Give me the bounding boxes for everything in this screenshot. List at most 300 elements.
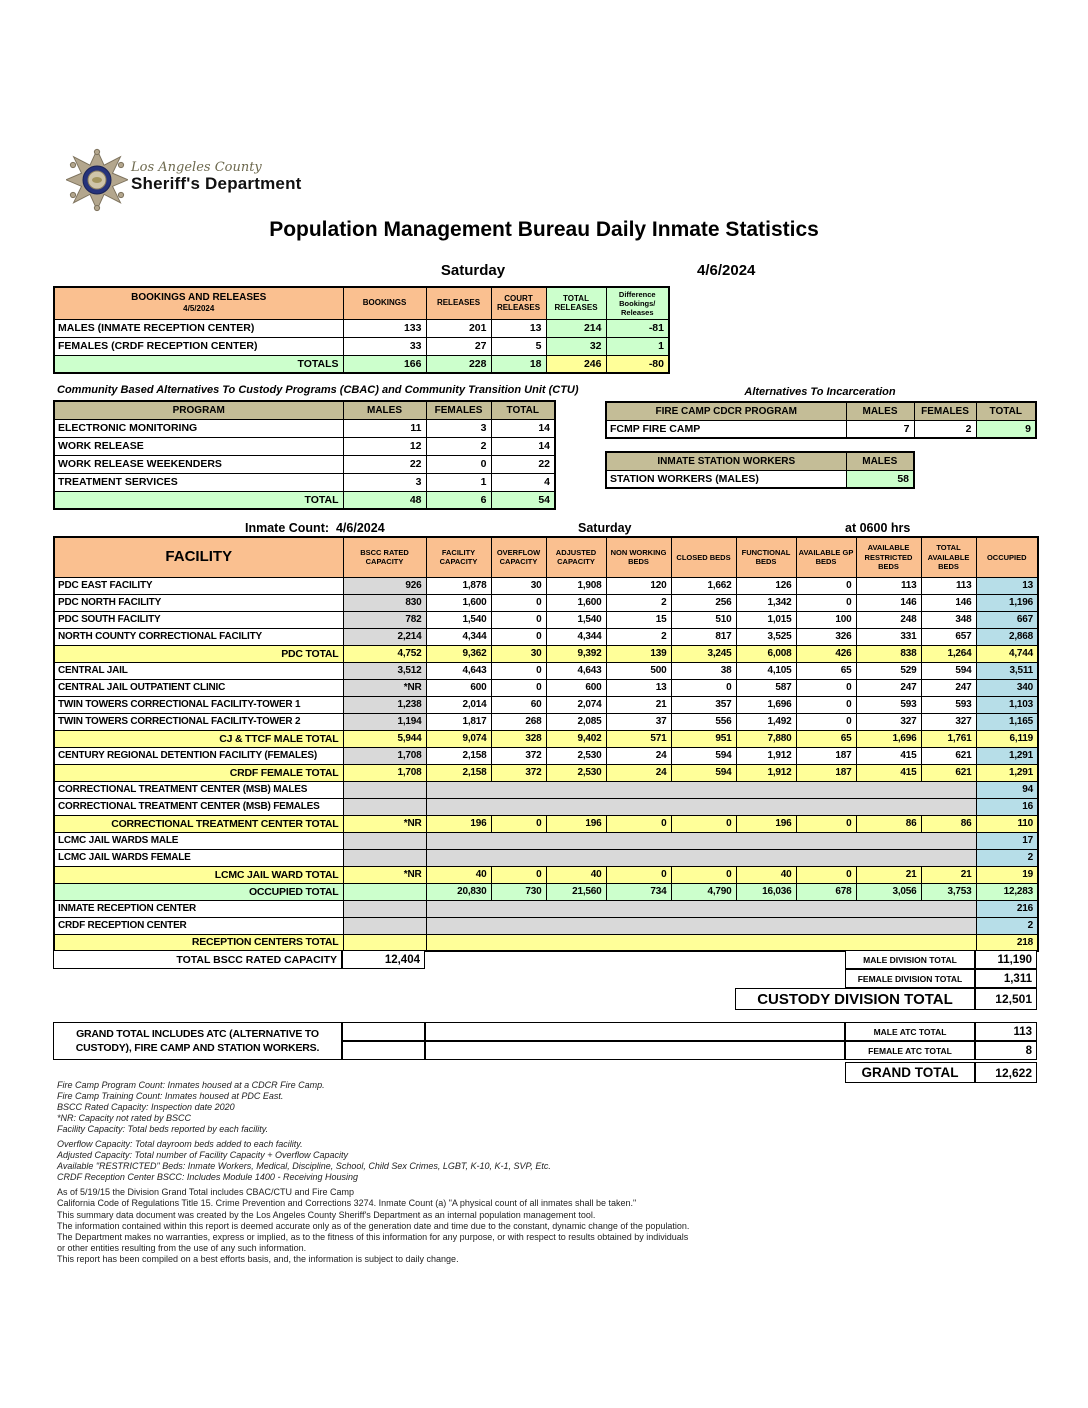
cell-value: 2,158 xyxy=(426,764,491,781)
col-males: MALES xyxy=(846,402,914,420)
cell-value: 14 xyxy=(491,419,555,437)
facility-row xyxy=(54,764,1038,781)
row-label: WORK RELEASE xyxy=(54,437,343,455)
cell-value: 1,600 xyxy=(546,594,606,611)
cell-value: 126 xyxy=(736,577,796,594)
row-label: MALES (INMATE RECEPTION CENTER) xyxy=(54,319,343,337)
cell-value: 0 xyxy=(796,594,856,611)
facility-row xyxy=(54,577,1038,594)
row-label: TREATMENT SERVICES xyxy=(54,473,343,491)
custody-division-total-value: 12,501 xyxy=(975,988,1037,1010)
facility-body xyxy=(54,577,1038,951)
cbac-row xyxy=(54,437,555,455)
cell-value: 4,643 xyxy=(546,662,606,679)
cbac-table xyxy=(53,400,556,510)
cell-value: 2 xyxy=(914,420,976,438)
male-atc-total-label: MALE ATC TOTAL xyxy=(845,1022,975,1041)
cell-value: 510 xyxy=(671,611,736,628)
cell-value: 100 xyxy=(796,611,856,628)
facility-row xyxy=(54,713,1038,730)
bookings-totals-row xyxy=(54,355,669,373)
cell-value: 593 xyxy=(856,696,921,713)
total-bscc-row xyxy=(53,950,1037,969)
cell-value: 0 xyxy=(491,662,546,679)
cell-value: 4,344 xyxy=(426,628,491,645)
facility-row xyxy=(54,662,1038,679)
cell-bscc xyxy=(343,917,426,934)
col-non-working-beds: NON WORKING BEDS xyxy=(606,537,671,577)
cell-value: 0 xyxy=(796,696,856,713)
station-workers-row xyxy=(606,470,914,488)
cell-value: 13 xyxy=(606,679,671,696)
cell-merged-span xyxy=(426,917,976,934)
facility-header-row xyxy=(54,537,1038,577)
cell-value: 0 xyxy=(491,594,546,611)
cell-value: 0 xyxy=(491,611,546,628)
row-label: LCMC JAIL WARDS MALE xyxy=(54,832,343,849)
cell-value: 0 xyxy=(796,815,856,832)
cell-value: 782 xyxy=(343,611,426,628)
inmate-count-time: at 0600 hrs xyxy=(845,521,911,535)
col-releases: RELEASES xyxy=(426,287,491,319)
cell-value: 0 xyxy=(796,679,856,696)
cell-value: 426 xyxy=(796,645,856,662)
cbac-row xyxy=(54,419,555,437)
cell-value: 1,264 xyxy=(921,645,976,662)
col-total-releases: TOTAL RELEASES xyxy=(546,287,606,319)
cell-value: 951 xyxy=(671,730,736,747)
cell-value: 328 xyxy=(491,730,546,747)
row-label: NORTH COUNTY CORRECTIONAL FACILITY xyxy=(54,628,343,645)
col-program: PROGRAM xyxy=(54,401,343,419)
cell-value: 1,165 xyxy=(976,713,1038,730)
cell-bscc xyxy=(343,798,426,815)
cell-value: 0 xyxy=(491,866,546,883)
cell-value: 40 xyxy=(546,866,606,883)
cbac-header-row xyxy=(54,401,555,419)
cell-value: 9,362 xyxy=(426,645,491,662)
col-total-available-beds: TOTAL AVAILABLE BEDS xyxy=(921,537,976,577)
row-label: RECEPTION CENTERS TOTAL xyxy=(54,934,343,951)
cell-value: 18 xyxy=(491,355,546,373)
cell-value: 3,512 xyxy=(343,662,426,679)
col-bookings: BOOKINGS xyxy=(343,287,426,319)
cell-value: 1,912 xyxy=(736,764,796,781)
bookings-header-title xyxy=(54,287,343,319)
female-atc-total-value: 8 xyxy=(975,1041,1037,1060)
row-label: CORRECTIONAL TREATMENT CENTER (MSB) FEMALES xyxy=(54,798,343,815)
cell-value: 817 xyxy=(671,628,736,645)
cell-value: 214 xyxy=(546,319,606,337)
cell-value: 1,492 xyxy=(736,713,796,730)
cell-value: 9 xyxy=(976,420,1036,438)
col-difference: Difference Bookings/ Releases xyxy=(606,287,669,319)
cell-value xyxy=(343,883,426,900)
bookings-date: 4/5/2024 xyxy=(183,304,215,314)
inmate-count-date: 4/6/2024 xyxy=(335,521,385,535)
bookings-body xyxy=(54,319,669,373)
cell-value: 1,291 xyxy=(976,747,1038,764)
cell-value: 86 xyxy=(921,815,976,832)
atc-gray-cell xyxy=(342,1022,425,1041)
cell-value: 166 xyxy=(343,355,426,373)
cell-value: 120 xyxy=(606,577,671,594)
cell-value: 348 xyxy=(921,611,976,628)
footnote: *NR: Capacity not rated by BSCC xyxy=(57,1113,192,1123)
cell-value: 1,540 xyxy=(546,611,606,628)
cell-value: 2,530 xyxy=(546,764,606,781)
disclaimer-line: This summary data document was created by the Los Angeles County Sheriff's Department as an internal population management tool. xyxy=(57,1210,596,1220)
cell-value: 196 xyxy=(426,815,491,832)
cell-value: 0 xyxy=(606,866,671,883)
cell-value: 38 xyxy=(671,662,736,679)
custody-division-row xyxy=(53,988,1037,1010)
cell-value: 32 xyxy=(546,337,606,355)
cell-merged-span xyxy=(426,900,976,917)
cell-value: 1,662 xyxy=(671,577,736,594)
grand-total-section xyxy=(53,1022,1037,1082)
cell-value: 5 xyxy=(491,337,546,355)
cell-value: 9,392 xyxy=(546,645,606,662)
atc-gray-span xyxy=(425,1022,845,1041)
alternatives-title: Alternatives To Incarceration xyxy=(744,386,896,398)
row-label: TWIN TOWERS CORRECTIONAL FACILITY-TOWER 1 xyxy=(54,696,343,713)
row-label: PDC NORTH FACILITY xyxy=(54,594,343,611)
facility-row xyxy=(54,679,1038,696)
facility-row xyxy=(54,815,1038,832)
cell-occupied: 2 xyxy=(976,849,1038,866)
row-label: FEMALES (CRDF RECEPTION CENTER) xyxy=(54,337,343,355)
facility-row xyxy=(54,934,1038,951)
cell-value: 6,008 xyxy=(736,645,796,662)
cell-value: 0 xyxy=(606,815,671,832)
col-available-gp-beds: AVAILABLE GP BEDS xyxy=(796,537,856,577)
footnote: Fire Camp Program Count: Inmates housed at a CDCR Fire Camp. xyxy=(57,1080,325,1090)
cell-value: 0 xyxy=(796,577,856,594)
cell-value: 1,342 xyxy=(736,594,796,611)
cell-value: -80 xyxy=(606,355,669,373)
facility-row xyxy=(54,628,1038,645)
cell-value: 48 xyxy=(343,491,426,509)
logo-department-text: Sheriff's Department xyxy=(131,174,302,193)
cell-value: 13 xyxy=(976,577,1038,594)
cell-value: -81 xyxy=(606,319,669,337)
facility-row xyxy=(54,832,1038,849)
cell-value: 1,817 xyxy=(426,713,491,730)
row-label: CENTURY REGIONAL DETENTION FACILITY (FEMALES) xyxy=(54,747,343,764)
cell-value: 7 xyxy=(846,420,914,438)
cbac-row xyxy=(54,455,555,473)
cell-value: 20,830 xyxy=(426,883,491,900)
col-adjusted-capacity: ADJUSTED CAPACITY xyxy=(546,537,606,577)
cell-value: 247 xyxy=(856,679,921,696)
bookings-releases-table xyxy=(53,286,670,374)
cell-value: 2,085 xyxy=(546,713,606,730)
col-females: FEMALES xyxy=(914,402,976,420)
cell-value: 4,752 xyxy=(343,645,426,662)
cell-value: 1,761 xyxy=(921,730,976,747)
cell-value: 529 xyxy=(856,662,921,679)
col-available-restricted-beds: AVAILABLE RESTRICTED BEDS xyxy=(856,537,921,577)
facility-row xyxy=(54,611,1038,628)
female-division-total-value: 1,311 xyxy=(975,969,1037,988)
cell-occupied: 216 xyxy=(976,900,1038,917)
row-label: STATION WORKERS (MALES) xyxy=(606,470,846,488)
cell-value: 1,878 xyxy=(426,577,491,594)
cell-value: 3,511 xyxy=(976,662,1038,679)
cell-value: 187 xyxy=(796,764,856,781)
cell-value: 678 xyxy=(796,883,856,900)
cell-value: 2 xyxy=(606,628,671,645)
cell-value: 1,238 xyxy=(343,696,426,713)
cell-value: 0 xyxy=(491,628,546,645)
row-label: CENTRAL JAIL xyxy=(54,662,343,679)
total-bscc-label: TOTAL BSCC RATED CAPACITY xyxy=(53,950,342,969)
cell-value: *NR xyxy=(343,679,426,696)
logo-county-text: Los Angeles County xyxy=(131,160,262,175)
footnote: Overflow Capacity: Total dayroom beds added to each facility. xyxy=(57,1139,303,1149)
cell-value: 593 xyxy=(921,696,976,713)
footnote: BSCC Rated Capacity: Inspection date 2020 xyxy=(57,1102,235,1112)
cell-value: 21 xyxy=(921,866,976,883)
cell-value: 12 xyxy=(343,437,426,455)
facility-statistics-table xyxy=(53,536,1039,952)
cell-value: 1,291 xyxy=(976,764,1038,781)
cell-value: 1,696 xyxy=(856,730,921,747)
row-label: LCMC JAIL WARDS FEMALE xyxy=(54,849,343,866)
cell-merged-span xyxy=(426,832,976,849)
cell-value: 1,912 xyxy=(736,747,796,764)
cell-value: 0 xyxy=(426,455,491,473)
col-closed-beds: CLOSED BEDS xyxy=(671,537,736,577)
cell-value: 3 xyxy=(343,473,426,491)
cell-value: 196 xyxy=(736,815,796,832)
cell-value: 2,868 xyxy=(976,628,1038,645)
footnote: California Code of Regulations Title 15. Crime Prevention and Corrections 3274. Inmate Count (a) "A physical count of all inmates shall be taken." xyxy=(57,1198,637,1208)
bookings-header-row xyxy=(54,287,669,319)
cbac-row xyxy=(54,473,555,491)
cell-value: 0 xyxy=(671,679,736,696)
cell-value: 657 xyxy=(921,628,976,645)
grand-total-note-line1: GRAND TOTAL INCLUDES ATC (ALTERNATIVE TO xyxy=(76,1027,319,1040)
row-label: OCCUPIED TOTAL xyxy=(54,883,343,900)
cbac-body xyxy=(54,419,555,509)
fire-camp-table xyxy=(605,401,1037,439)
cell-bscc xyxy=(343,832,426,849)
facility-row xyxy=(54,594,1038,611)
cell-merged-span xyxy=(426,849,976,866)
cell-occupied: 218 xyxy=(976,934,1038,951)
col-facility-capacity: FACILITY CAPACITY xyxy=(426,537,491,577)
row-label: INMATE RECEPTION CENTER xyxy=(54,900,343,917)
facility-row xyxy=(54,866,1038,883)
cell-value: 40 xyxy=(426,866,491,883)
station-workers-body xyxy=(606,470,914,488)
grand-total-note xyxy=(53,1022,342,1060)
report-date: 4/6/2024 xyxy=(697,262,756,279)
cell-value: 22 xyxy=(491,455,555,473)
grand-total-label: GRAND TOTAL xyxy=(845,1062,975,1083)
cell-occupied: 17 xyxy=(976,832,1038,849)
bookings-row xyxy=(54,337,669,355)
male-division-total-value: 11,190 xyxy=(975,950,1037,969)
station-workers-table xyxy=(605,451,915,489)
cell-value: 133 xyxy=(343,319,426,337)
male-division-total-label: MALE DIVISION TOTAL xyxy=(845,950,975,969)
facility-row xyxy=(54,645,1038,662)
facility-row xyxy=(54,917,1038,934)
cell-value: 247 xyxy=(921,679,976,696)
cell-value: 65 xyxy=(796,730,856,747)
cell-occupied: 16 xyxy=(976,798,1038,815)
cell-value: 3 xyxy=(426,419,491,437)
cell-value: 1,708 xyxy=(343,747,426,764)
cell-value: 110 xyxy=(976,815,1038,832)
row-label: CRDF FEMALE TOTAL xyxy=(54,764,343,781)
facility-row xyxy=(54,900,1038,917)
total-bscc-value: 12,404 xyxy=(342,950,425,969)
cell-value: 187 xyxy=(796,747,856,764)
col-males: MALES xyxy=(846,452,914,470)
cell-value: 27 xyxy=(426,337,491,355)
cell-value: 54 xyxy=(491,491,555,509)
cbac-section-title: Community Based Alternatives To Custody Programs (CBAC) and Community Transition Unit (CTU) xyxy=(57,384,579,396)
row-label: CRDF RECEPTION CENTER xyxy=(54,917,343,934)
cell-value: 621 xyxy=(921,747,976,764)
cell-value: 340 xyxy=(976,679,1038,696)
facility-row xyxy=(54,747,1038,764)
cell-value: 248 xyxy=(856,611,921,628)
female-atc-total-label: FEMALE ATC TOTAL xyxy=(845,1041,975,1060)
cell-value: 1,103 xyxy=(976,696,1038,713)
cell-value: 24 xyxy=(606,764,671,781)
cell-value: 40 xyxy=(736,866,796,883)
cell-value: 4,643 xyxy=(426,662,491,679)
cell-value: 24 xyxy=(606,747,671,764)
cell-value: 0 xyxy=(671,866,736,883)
footnotes xyxy=(57,1080,636,1209)
inmate-count-label xyxy=(245,521,385,535)
fire-camp-header-row xyxy=(606,402,1036,420)
cell-value: 228 xyxy=(426,355,491,373)
row-label: PDC SOUTH FACILITY xyxy=(54,611,343,628)
cell-value: 60 xyxy=(491,696,546,713)
facility-row xyxy=(54,849,1038,866)
station-workers-header-row xyxy=(606,452,914,470)
cell-value: 1,194 xyxy=(343,713,426,730)
cell-value: 3,245 xyxy=(671,645,736,662)
page-title: Population Management Bureau Daily Inmate Statistics xyxy=(269,218,819,241)
cell-value: 58 xyxy=(846,470,914,488)
cell-value: 327 xyxy=(856,713,921,730)
col-court-releases: COURT RELEASES xyxy=(491,287,546,319)
cell-value: 2 xyxy=(426,437,491,455)
footnote: Adjusted Capacity: Total number of Facility Capacity + Overflow Capacity xyxy=(57,1150,349,1160)
cell-value: 3,753 xyxy=(921,883,976,900)
cell-value: 7,880 xyxy=(736,730,796,747)
footnote: As of 5/19/15 the Division Grand Total includes CBAC/CTU and Fire Camp xyxy=(57,1187,354,1197)
cell-merged-span xyxy=(426,798,976,815)
cell-value: 594 xyxy=(921,662,976,679)
fire-camp-row xyxy=(606,420,1036,438)
cell-value: 926 xyxy=(343,577,426,594)
row-label: CORRECTIONAL TREATMENT CENTER TOTAL xyxy=(54,815,343,832)
disclaimer-line: This report has been compiled on a best efforts basis, and, the information is subject to daily change. xyxy=(57,1254,459,1264)
cell-value: 14 xyxy=(491,437,555,455)
cell-value: 415 xyxy=(856,747,921,764)
cell-value: 139 xyxy=(606,645,671,662)
row-label: ELECTRONIC MONITORING xyxy=(54,419,343,437)
cbac-totals-row xyxy=(54,491,555,509)
cell-value: 21 xyxy=(856,866,921,883)
cell-value: 667 xyxy=(976,611,1038,628)
row-label: TOTAL xyxy=(54,491,343,509)
cell-value: 113 xyxy=(921,577,976,594)
cell-value: 4,344 xyxy=(546,628,606,645)
cell-value: 1,600 xyxy=(426,594,491,611)
cell-value: 2 xyxy=(606,594,671,611)
col-facility: FACILITY xyxy=(54,537,343,577)
footnote: CRDF Reception Center BSCC: Includes Module 1400 - Receiving Housing xyxy=(57,1172,358,1182)
col-females: FEMALES xyxy=(426,401,491,419)
cell-value: 830 xyxy=(343,594,426,611)
cell-value: 33 xyxy=(343,337,426,355)
cell-value: 594 xyxy=(671,764,736,781)
cell-occupied: 2 xyxy=(976,917,1038,934)
col-bscc-rated-capacity: BSCC RATED CAPACITY xyxy=(343,537,426,577)
cell-value: 11 xyxy=(343,419,426,437)
cell-value: 19 xyxy=(976,866,1038,883)
fire-camp-body xyxy=(606,420,1036,438)
col-occupied: OCCUPIED xyxy=(976,537,1038,577)
row-label: FCMP FIRE CAMP xyxy=(606,420,846,438)
cell-value: 6,119 xyxy=(976,730,1038,747)
atc-gray-span xyxy=(425,1041,845,1060)
inmate-count-day: Saturday xyxy=(578,521,632,535)
cell-value: 0 xyxy=(796,866,856,883)
sheriff-star-logo xyxy=(66,145,128,215)
cell-value: 2,014 xyxy=(426,696,491,713)
cell-value: 113 xyxy=(856,577,921,594)
cell-value: 3,525 xyxy=(736,628,796,645)
cell-value: 0 xyxy=(671,815,736,832)
col-functional-beds: FUNCTIONAL BEDS xyxy=(736,537,796,577)
facility-row xyxy=(54,883,1038,900)
cell-value: 12,283 xyxy=(976,883,1038,900)
cell-value: 500 xyxy=(606,662,671,679)
cell-value: 30 xyxy=(491,645,546,662)
cell-value: 9,402 xyxy=(546,730,606,747)
cell-value: 1,908 xyxy=(546,577,606,594)
cell-value: 246 xyxy=(546,355,606,373)
cell-value: *NR xyxy=(343,815,426,832)
cell-value: 15 xyxy=(606,611,671,628)
cell-value: 21 xyxy=(606,696,671,713)
cell-value: 86 xyxy=(856,815,921,832)
cell-value: 6 xyxy=(426,491,491,509)
row-label: TOTALS xyxy=(54,355,343,373)
facility-row xyxy=(54,781,1038,798)
cell-value: *NR xyxy=(343,866,426,883)
cell-value: 357 xyxy=(671,696,736,713)
cell-value: 0 xyxy=(796,713,856,730)
cell-value: 0 xyxy=(491,815,546,832)
female-division-total-label: FEMALE DIVISION TOTAL xyxy=(845,969,975,988)
footnote: Available "RESTRICTED" Beds: Inmate Workers, Medical, Discipline, School, Child Sex Crimes, LGBT, K-10, K-1, SVP, Etc. xyxy=(57,1161,551,1171)
cell-value: 4,105 xyxy=(736,662,796,679)
cell-value: 621 xyxy=(921,764,976,781)
cell-value: 2,530 xyxy=(546,747,606,764)
